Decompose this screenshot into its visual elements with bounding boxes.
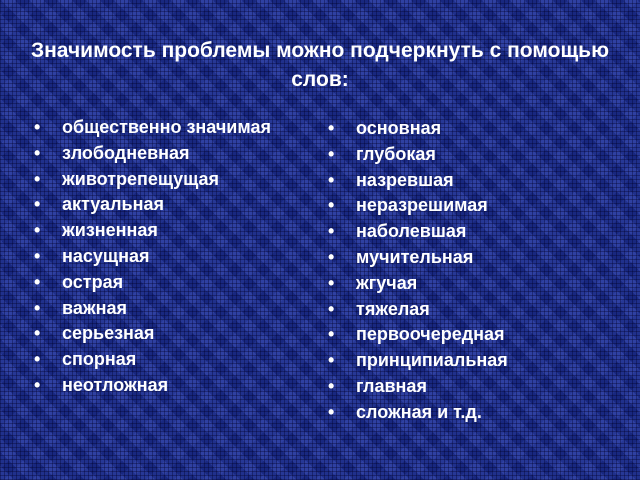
list-item [32,144,312,162]
list-item-text: мучительная [356,246,474,267]
bullet-icon: • [328,143,335,164]
list-item-text: принципиальная [356,350,508,371]
list-item-text: сложная и т.д. [356,401,482,422]
list-item [326,299,616,319]
bullet-icon: • [328,246,335,267]
bullet-icon: • [34,323,41,344]
bullet-icon: • [34,220,41,241]
list-item-text: важная [62,297,127,318]
list-item [32,221,312,239]
list-item-text: неотложная [62,374,169,395]
bullet-icon: • [328,324,335,345]
list-item-text: тяжелая [356,298,430,319]
list-item [326,170,616,190]
bullet-icon: • [34,194,41,215]
list-item [326,324,616,344]
bullet-icon: • [328,272,335,293]
right-word-list [326,118,616,428]
list-item [32,376,312,394]
list-item [326,221,616,241]
list-item-text: первоочередная [356,324,505,345]
bullet-icon: • [34,374,41,395]
bullet-icon: • [328,401,335,422]
list-item-text: глубокая [356,143,436,164]
list-item-text: острая [62,271,124,292]
list-item [326,350,616,370]
list-item [32,324,312,342]
list-item-text: животрепещущая [62,168,220,189]
list-item-text: главная [356,375,427,396]
bullet-icon: • [328,375,335,396]
bullet-icon: • [328,169,335,190]
bullet-icon: • [34,117,41,137]
list-item-text: назревшая [356,169,454,190]
bullet-icon: • [34,349,41,370]
bullet-icon: • [34,297,41,318]
list-item-text: серьезная [62,323,155,344]
list-item [32,195,312,213]
list-item-text: жгучая [356,272,418,293]
list-item-text: жизненная [62,220,158,241]
list-item [326,376,616,396]
bullet-icon: • [328,298,335,319]
list-item [32,170,312,188]
list-item [326,402,616,422]
list-item [326,118,616,138]
list-item-text: основная [356,118,442,138]
list-item-text: злободневная [62,142,190,163]
bullet-icon: • [34,168,41,189]
bullet-icon: • [328,118,335,138]
list-item-text: актуальная [62,194,164,215]
list-item [326,273,616,293]
slide-title: Значимость проблемы можно подчеркнуть с помощью слов: [30,39,610,91]
bullet-icon: • [328,350,335,371]
bullet-icon: • [34,245,41,266]
list-item [32,118,312,136]
list-item-text: наболевшая [356,221,467,242]
list-item-text: спорная [62,349,137,370]
list-item [32,350,312,368]
list-item-text: неразрешимая [356,195,488,216]
list-item [32,247,312,265]
list-item [32,299,312,317]
bullet-icon: • [328,195,335,216]
bullet-icon: • [34,271,41,292]
bullet-icon: • [328,221,335,242]
list-item [326,144,616,164]
left-word-list [32,118,312,402]
list-item-text: насущная [62,245,150,266]
bullet-icon: • [34,142,41,163]
list-item [326,195,616,215]
list-item-text: общественно значимая [62,117,271,137]
list-item [326,247,616,267]
list-item [32,273,312,291]
